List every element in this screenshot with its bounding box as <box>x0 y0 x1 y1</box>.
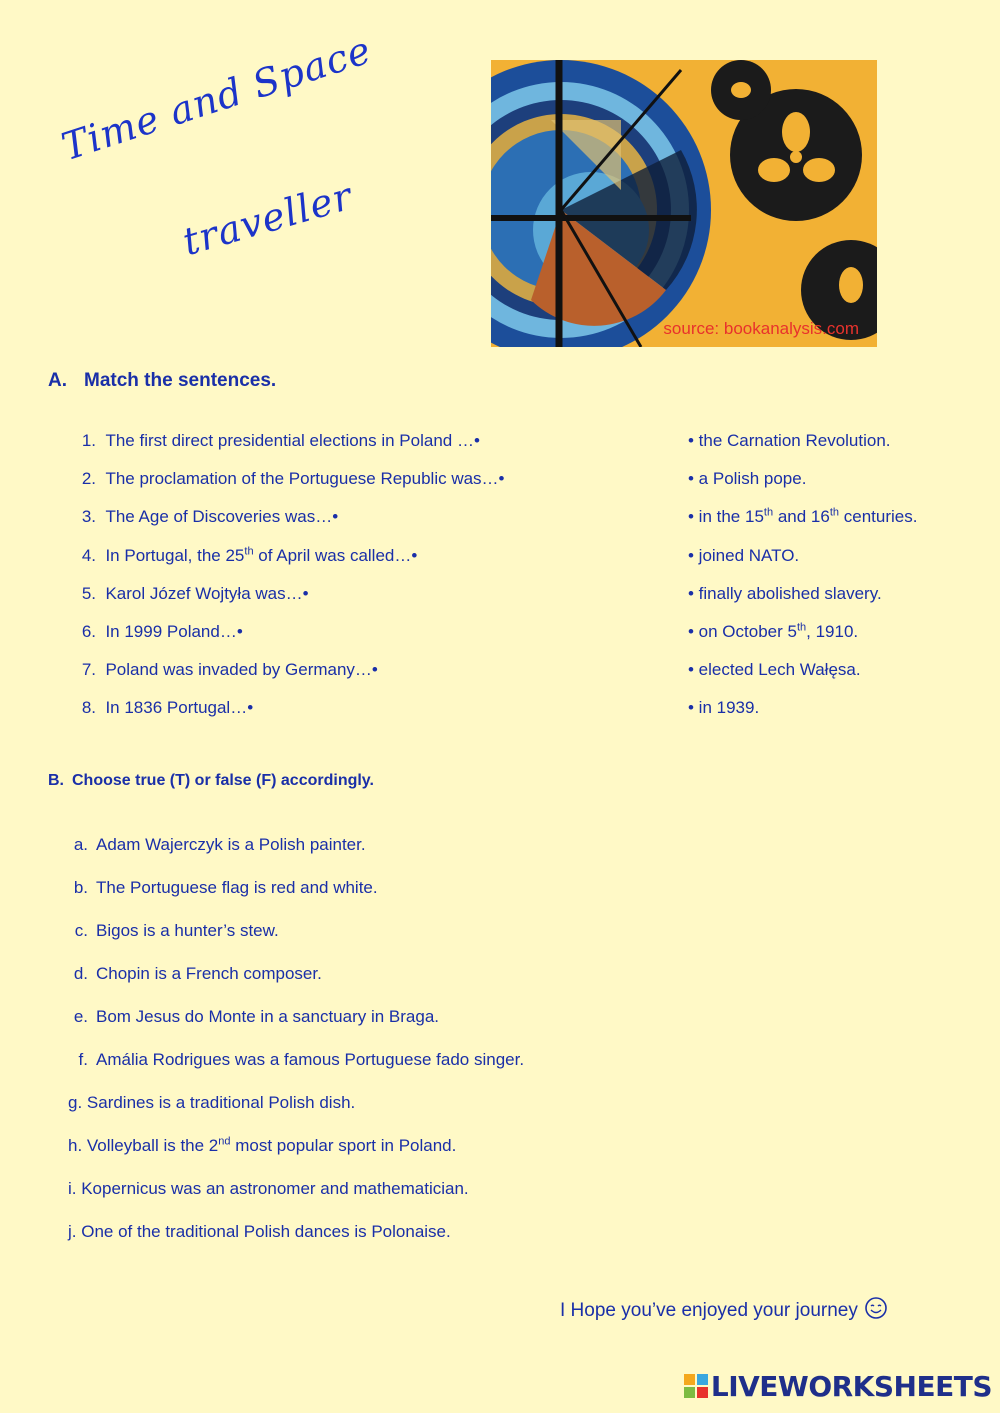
logo-tile <box>697 1374 708 1385</box>
match-right-column <box>688 430 917 736</box>
match-right-item: • on October 5th, 1910. <box>688 621 859 641</box>
match-left-item: 4. In Portugal, the 25th of April was called…• <box>81 544 418 565</box>
match-left-item: 5. Karol Józef Wojtyła was…• <box>81 583 309 603</box>
tf-item: g. Sardines is a traditional Polish dish. <box>68 1093 356 1112</box>
section-a-heading <box>48 370 276 392</box>
image-source-caption: source: bookanalysis.com <box>663 319 859 338</box>
match-left-column <box>66 430 505 736</box>
tf-item: h. Volleyball is the 2nd most popular sport in Poland. <box>68 1135 457 1155</box>
match-right-item: • the Carnation Revolution. <box>688 431 891 450</box>
title-line-1: Time and Space <box>56 27 377 169</box>
match-right-item: • finally abolished slavery. <box>688 583 882 603</box>
logo-text: LIVEWORKSHEETS <box>710 1369 992 1403</box>
closing-message <box>560 1296 888 1326</box>
match-right-item: • in the 15th and 16th centuries. <box>688 506 918 527</box>
worksheet-title <box>56 27 440 300</box>
tf-item: d. Chopin is a French composer. <box>73 964 322 983</box>
title-line-2: traveller <box>177 173 358 264</box>
section-b-heading-text: Choose true (T) or false (F) accordingly. <box>72 772 374 789</box>
match-left-item: 2. The proclamation of the Portuguese Republic was…• <box>81 469 505 489</box>
section-b-label: B. <box>48 772 64 789</box>
tf-item: j. One of the traditional Polish dances is Polonaise. <box>68 1222 451 1241</box>
logo-tile <box>684 1374 695 1385</box>
section-a-label: A. <box>48 370 67 391</box>
tf-item: e. Bom Jesus do Monte in a sanctuary in Braga. <box>73 1007 440 1026</box>
match-right-item: • elected Lech Wałęsa. <box>688 660 861 680</box>
match-left-item: 6. In 1999 Poland…• <box>81 621 243 641</box>
logo-tile <box>697 1387 708 1398</box>
liveworksheets-logo <box>684 1369 992 1403</box>
tf-item: i. Kopernicus was an astronomer and mathematician. <box>68 1179 469 1198</box>
tf-item: c. Bigos is a hunter’s stew. <box>74 921 279 940</box>
logo-mark-icon <box>684 1374 708 1398</box>
smiley-icon <box>864 1296 888 1326</box>
tf-item: a. Adam Wajerczyk is a Polish painter. <box>73 835 366 854</box>
match-left-item: 3. The Age of Discoveries was…• <box>81 507 339 527</box>
match-left-item: 1. The first direct presidential elections in Poland …• <box>81 431 480 450</box>
true-false-list <box>66 834 524 1264</box>
logo-tile <box>684 1387 695 1398</box>
astronomical-clock-image <box>491 60 877 347</box>
tf-item: b. The Portuguese flag is red and white. <box>73 878 378 897</box>
match-right-item: • joined NATO. <box>688 545 800 565</box>
match-right-item: • a Polish pope. <box>688 469 807 489</box>
closing-text: I Hope you’ve enjoyed your journey <box>560 1300 858 1322</box>
match-left-item: 7. Poland was invaded by Germany…• <box>81 660 378 680</box>
match-left-item: 8. In 1836 Portugal…• <box>81 698 254 718</box>
section-b-heading <box>48 772 374 790</box>
tf-item: f. Amália Rodrigues was a famous Portuguese fado singer. <box>78 1050 525 1069</box>
clock-illustration <box>491 60 877 347</box>
match-right-item: • in 1939. <box>688 698 760 718</box>
section-a-heading-text: Match the sentences. <box>84 370 277 391</box>
